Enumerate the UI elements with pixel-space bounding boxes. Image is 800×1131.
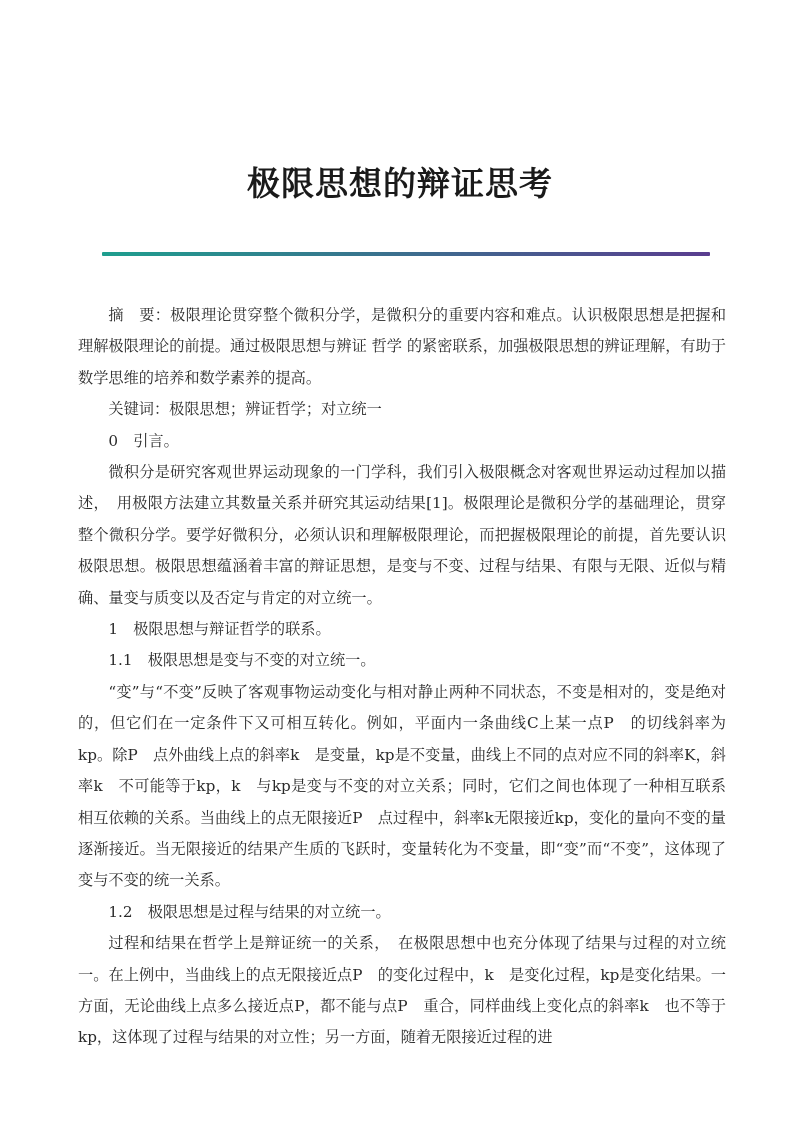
section-heading-introduction: 0 引言。 bbox=[108, 431, 179, 450]
section-heading-1-2: 1.2 极限思想是过程与结果的对立统一。 bbox=[108, 902, 391, 921]
body-paragraph: 微积分是研究客观世界运动现象的一门学科，我们引入极限概念对客观世界运动过程加以描述， 用极限方法建立其数量关系并研究其运动结果[1]。极限理论是微积分学的基础理论，贯穿整个微积分学。要学好微积分，必须认识和理解极限理论，而把握极限理论的前提，首先要认识极限思想。极限思想蕴涵着丰富的辩证思想，是变与不变、过程与结果、有限与无限、近似与精确、量变与质变以及否定与肯定的对立统一。 bbox=[78, 463, 726, 607]
keywords-paragraph: 关键词：极限思想；辨证哲学；对立统一 bbox=[108, 400, 382, 419]
document-title: 极限思想的辩证思考 bbox=[247, 164, 553, 203]
section-heading-1: 1 极限思想与辩证哲学的联系。 bbox=[108, 620, 331, 639]
body-paragraph: 过程和结果在哲学上是辩证统一的关系， 在极限思想中也充分体现了结果与过程的对立统一。在上例中，当曲线上的点无限接近点P 的变化过程中，k 是变化过程，kp是变化结果。一方面，无论曲线上点多么接近点P，都不能与点P 重合，同样曲线上变化点的斜率k 也不等于kp，这体现了过程与结果的对立性；另一方面，随着无限接近过程的进 bbox=[78, 934, 726, 1047]
document-body bbox=[78, 300, 726, 1054]
abstract-paragraph: 摘 要：极限理论贯穿整个微积分学，是微积分的重要内容和难点。认识极限思想是把握和理解极限理论的前提。通过极限思想与辨证 哲学 的紧密联系，加强极限思想的辨证理解，有助于数学思维的培养和数学素养的提高。 bbox=[78, 306, 726, 387]
body-paragraph: “变”与“不变”反映了客观事物运动变化与相对静止两种不同状态，不变是相对的，变是绝对的，但它们在一定条件下又可相互转化。例如，平面内一条曲线C上某一点P 的切线斜率为kp。除P 点外曲线上点的斜率k 是变量，kp是不变量，曲线上不同的点对应不同的斜率K，斜率k 不可能等于kp，k 与kp是变与不变的对立关系；同时，它们之间也体现了一种相互联系相互依赖的关系。当曲线上的点无限接近P 点过程中，斜率k无限接近kp，变化的量向不变的量逐渐接近。当无限接近的结果产生质的飞跃时，变量转化为不变量，即“变”而“不变”，这体现了变与不变的统一关系。 bbox=[78, 682, 726, 890]
title-divider bbox=[102, 252, 710, 256]
section-heading-1-1: 1.1 极限思想是变与不变的对立统一。 bbox=[108, 651, 376, 670]
